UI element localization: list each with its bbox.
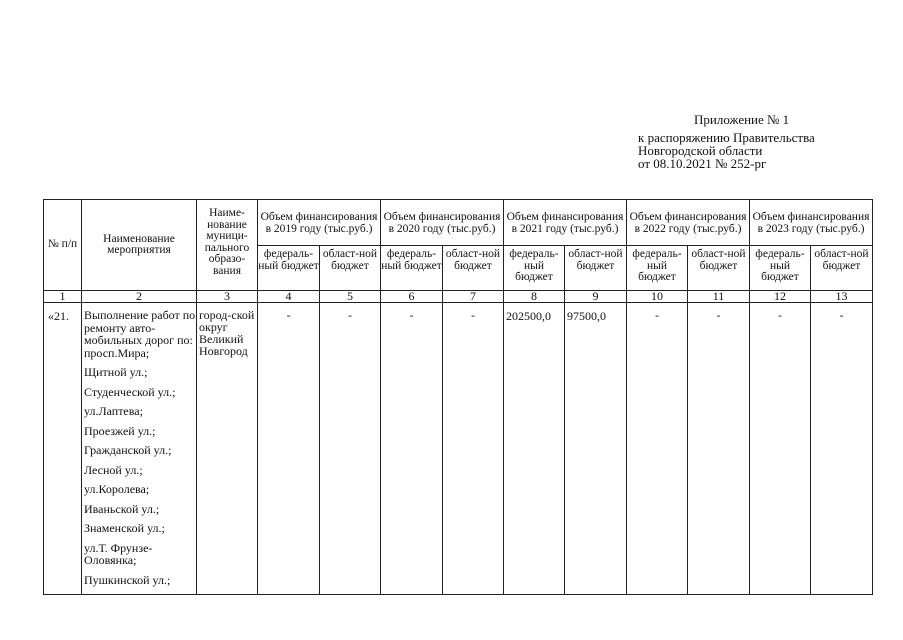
header-activity-name: Наименование мероприятия <box>82 200 197 291</box>
value-2021-federal: 202500,0 <box>504 303 565 595</box>
column-number: 6 <box>381 291 443 303</box>
header-federal-2022: федераль-ный бюджет <box>627 246 688 291</box>
street-item: Пушкинской ул.; <box>84 572 171 587</box>
order-line-2: Новгородской области <box>638 143 763 158</box>
header-year-2021: Объем финансирования в 2021 году (тыс.руб.) <box>504 200 627 246</box>
value-2019-federal: - <box>258 303 320 595</box>
street-item: Щитной ул.; <box>84 365 148 379</box>
column-number-row <box>44 291 873 303</box>
header-federal-2019: федераль-ный бюджет <box>258 246 320 291</box>
column-number: 9 <box>565 291 627 303</box>
header-regional-2021: област-ной бюджет <box>565 246 627 291</box>
column-number: 2 <box>82 291 197 303</box>
column-number: 10 <box>627 291 688 303</box>
financing-table <box>43 199 873 595</box>
header-federal-2021: федераль-ный бюджет <box>504 246 565 291</box>
header-year-2022: Объем финансирования в 2022 году (тыс.руб.) <box>627 200 750 246</box>
value-2021-regional: 97500,0 <box>565 303 627 595</box>
column-number: 13 <box>811 291 873 303</box>
value-2023-regional: - <box>811 303 873 595</box>
header-year-2019: Объем финансирования в 2019 году (тыс.руб.) <box>258 200 381 246</box>
column-number: 8 <box>504 291 565 303</box>
column-number: 5 <box>320 291 381 303</box>
value-2022-regional: - <box>688 303 750 595</box>
header-year-2020: Объем финансирования в 2020 году (тыс.руб.) <box>381 200 504 246</box>
column-number: 3 <box>197 291 258 303</box>
value-2023-federal: - <box>750 303 811 595</box>
street-item: Проезжей ул.; <box>84 423 156 438</box>
activity-cell <box>82 303 197 595</box>
column-number: 1 <box>44 291 82 303</box>
column-number: 12 <box>750 291 811 303</box>
street-item: ул.Лаптева; <box>84 404 143 418</box>
street-item: Лесной ул.; <box>84 462 143 477</box>
street-item: Иваньской ул.; <box>84 501 160 516</box>
header-regional-2019: област-ной бюджет <box>320 246 381 291</box>
street-list <box>84 347 196 587</box>
header-number: № п/п <box>44 200 82 291</box>
street-item: ул.Королева; <box>84 482 150 496</box>
column-number: 11 <box>688 291 750 303</box>
header-year-2023: Объем финансирования в 2023 году (тыс.руб.) <box>750 200 873 246</box>
header-regional-2022: област-ной бюджет <box>688 246 750 291</box>
municipality-name: город-ской округ Великий Новгород <box>197 303 258 595</box>
order-line-3: от 08.10.2021 № 252-рг <box>638 156 767 171</box>
street-item: Знаменской ул.; <box>84 521 165 535</box>
header-federal-2020: федераль-ный бюджет <box>381 246 443 291</box>
header-regional-2020: област-ной бюджет <box>443 246 504 291</box>
table-row <box>44 303 873 595</box>
value-2022-federal: - <box>627 303 688 595</box>
street-item: ул.Т. Фрунзе-Оловянка; <box>84 540 153 567</box>
appendix-title: Приложение № 1 <box>694 112 790 127</box>
value-2019-regional: - <box>320 303 381 595</box>
order-line-1: к распоряжению Правительства <box>638 130 815 145</box>
activity-intro: Выполнение работ по ремонту авто-мобильных дорог по: <box>84 308 196 347</box>
street-item: Студенческой ул.; <box>84 384 176 399</box>
street-item: просп.Мира; <box>84 345 150 360</box>
header-regional-2023: област-ной бюджет <box>811 246 873 291</box>
value-2020-federal: - <box>381 303 443 595</box>
header-federal-2023: федераль-ный бюджет <box>750 246 811 291</box>
column-number: 4 <box>258 291 320 303</box>
street-item: Гражданской ул.; <box>84 443 172 457</box>
row-number: «21. <box>44 303 82 595</box>
header-municipality: Наиме-нование муници-пального образо-вания <box>197 200 258 291</box>
column-number: 7 <box>443 291 504 303</box>
value-2020-regional: - <box>443 303 504 595</box>
